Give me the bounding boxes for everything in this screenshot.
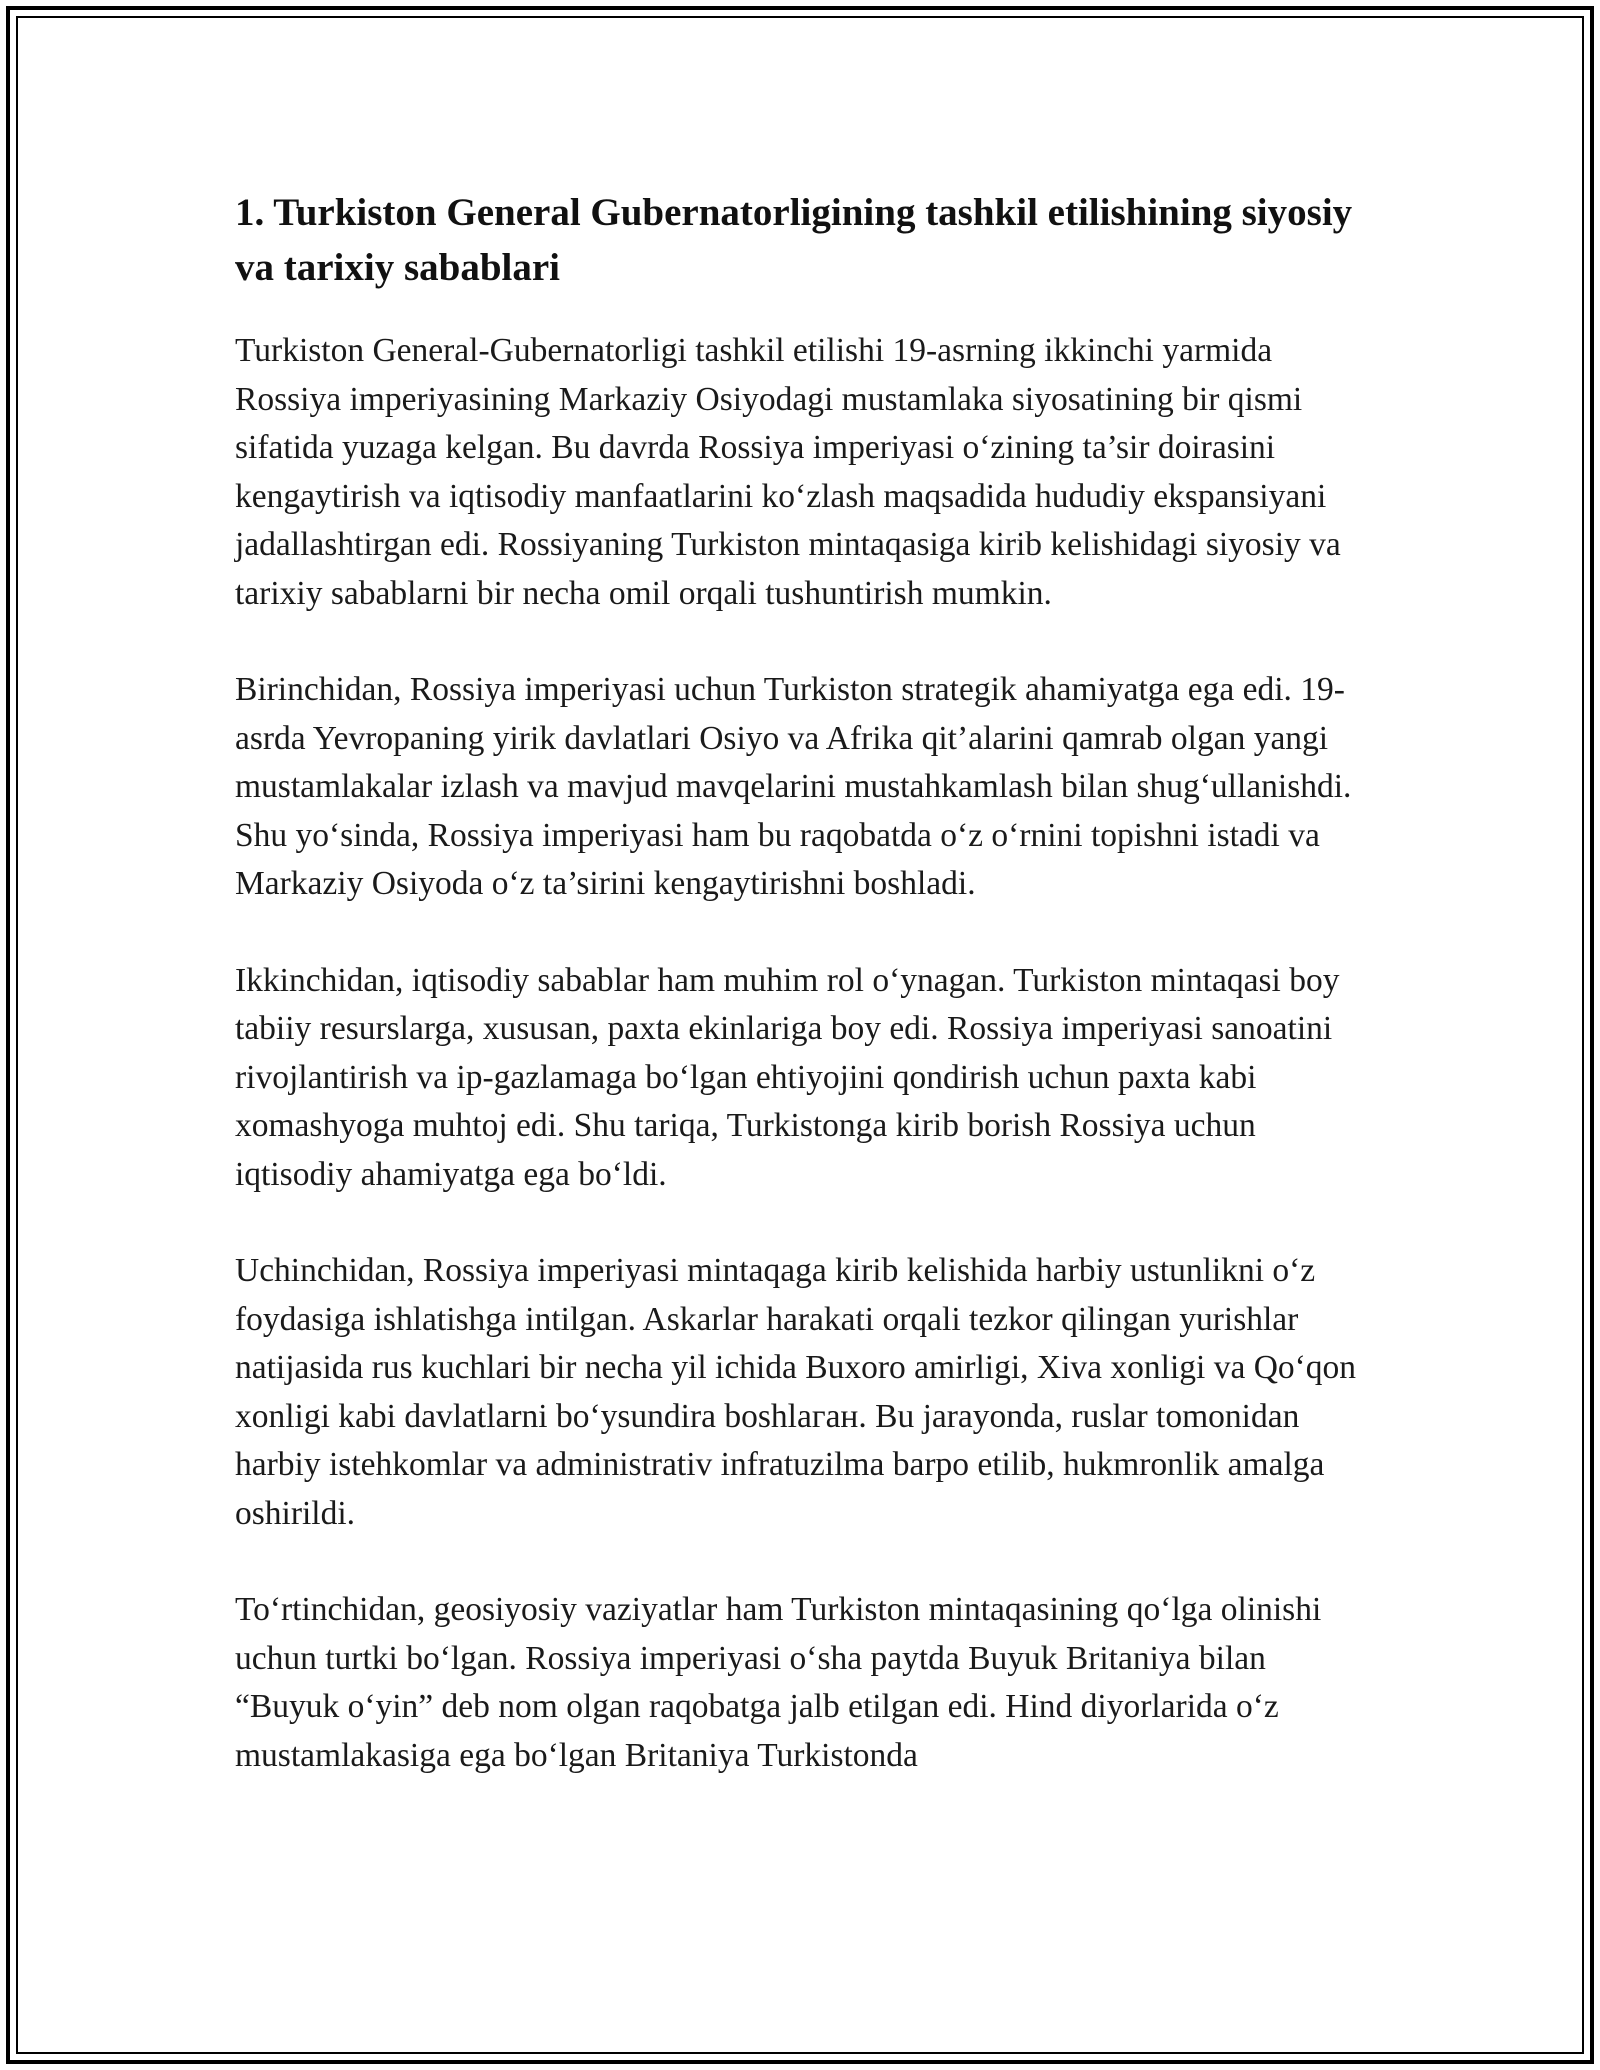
- paragraph-first-reason: Birinchidan, Rossiya imperiyasi uchun Turkiston strategik ahamiyatga ega edi. 19-asrda Yevropaning yirik davlatlari Osiyo va Afrika qit’alarini qamrab olgan yangi mustamlakalar izlash va mavjud mavqelarini mustahkamlash bilan shug‘ullanishdi. Shu yo‘sinda, Rossiya imperiyasi ham bu raqobatda o‘z o‘rnini topishni istadi va Markaziy Osiyoda o‘z ta’sirini kengaytirishni boshladi.: [235, 671, 1352, 902]
- paragraph-fourth-reason: To‘rtinchidan, geosiyosiy vaziyatlar ham Turkiston mintaqasining qo‘lga olinishi uchun turtki bo‘lgan. Rossiya imperiyasi o‘sha paytda Buyuk Britaniya bilan “Buyuk o‘yin” deb nom olgan raqobatga jalb etilgan edi. Hind diyorlarida o‘z mustamlakasiga ega bo‘lgan Britaniya Turkistonda: [235, 1591, 1322, 1774]
- paragraph-third-reason: Uchinchidan, Rossiya imperiyasi mintaqaga kirib kelishida harbiy ustunlikni o‘z foydasiga ishlatishga intilgan. Askarlar harakati orqali tezkor qilingan yurishlar natijasida rus kuchlari bir necha yil ichida Buxoro amirligi, Xiva xonligi va Qo‘qon xonligi kabi davlatlarni bo‘ysundira boshlaган. Bu jarayonda, ruslar tomonidan harbiy istehkomlar va administrativ infratuzilma barpo etilib, hukmronlik amalga oshirildi.: [235, 1252, 1357, 1532]
- paragraph-second-reason: Ikkinchidan, iqtisodiy sabablar ham muhim rol o‘ynagan. Turkiston mintaqasi boy tabiiy resurslarga, xususan, paxta ekinlariga boy edi. Rossiya imperiyasi sanoatini rivojlantirish va ip-gazlamaga bo‘lgan ehtiyojini qondirish uchun paxta kabi xomashyoga muhtoj edi. Shu tariqa, Turkistonga kirib borish Rossiya uchun iqtisodiy ahamiyatga ega bo‘ldi.: [235, 961, 1340, 1193]
- document-body: [235, 185, 1375, 1828]
- paragraph-intro: Turkiston General-Gubernatorligi tashkil etilishi 19-asrning ikkinchi yarmida Rossiya imperiyasining Markaziy Osiyodagi mustamlaka siyosatining bir qismi sifatida yuzaga kelgan. Bu davrda Rossiya imperiyasi o‘zining ta’sir doirasini kengaytirish va iqtisodiy manfaatlarini ko‘zlash maqsadida hududiy ekspansiyani jadallashtirgan edi. Rossiyaning Turkiston mintaqasiga kirib kelishidagi siyosiy va tarixiy sabablarni bir necha omil orqali tushuntirish mumkin.: [235, 332, 1341, 612]
- section-heading: 1. Turkiston General Gubernatorligining tashkil etilishining siyosiy va tarixiy sabablari: [235, 191, 1353, 289]
